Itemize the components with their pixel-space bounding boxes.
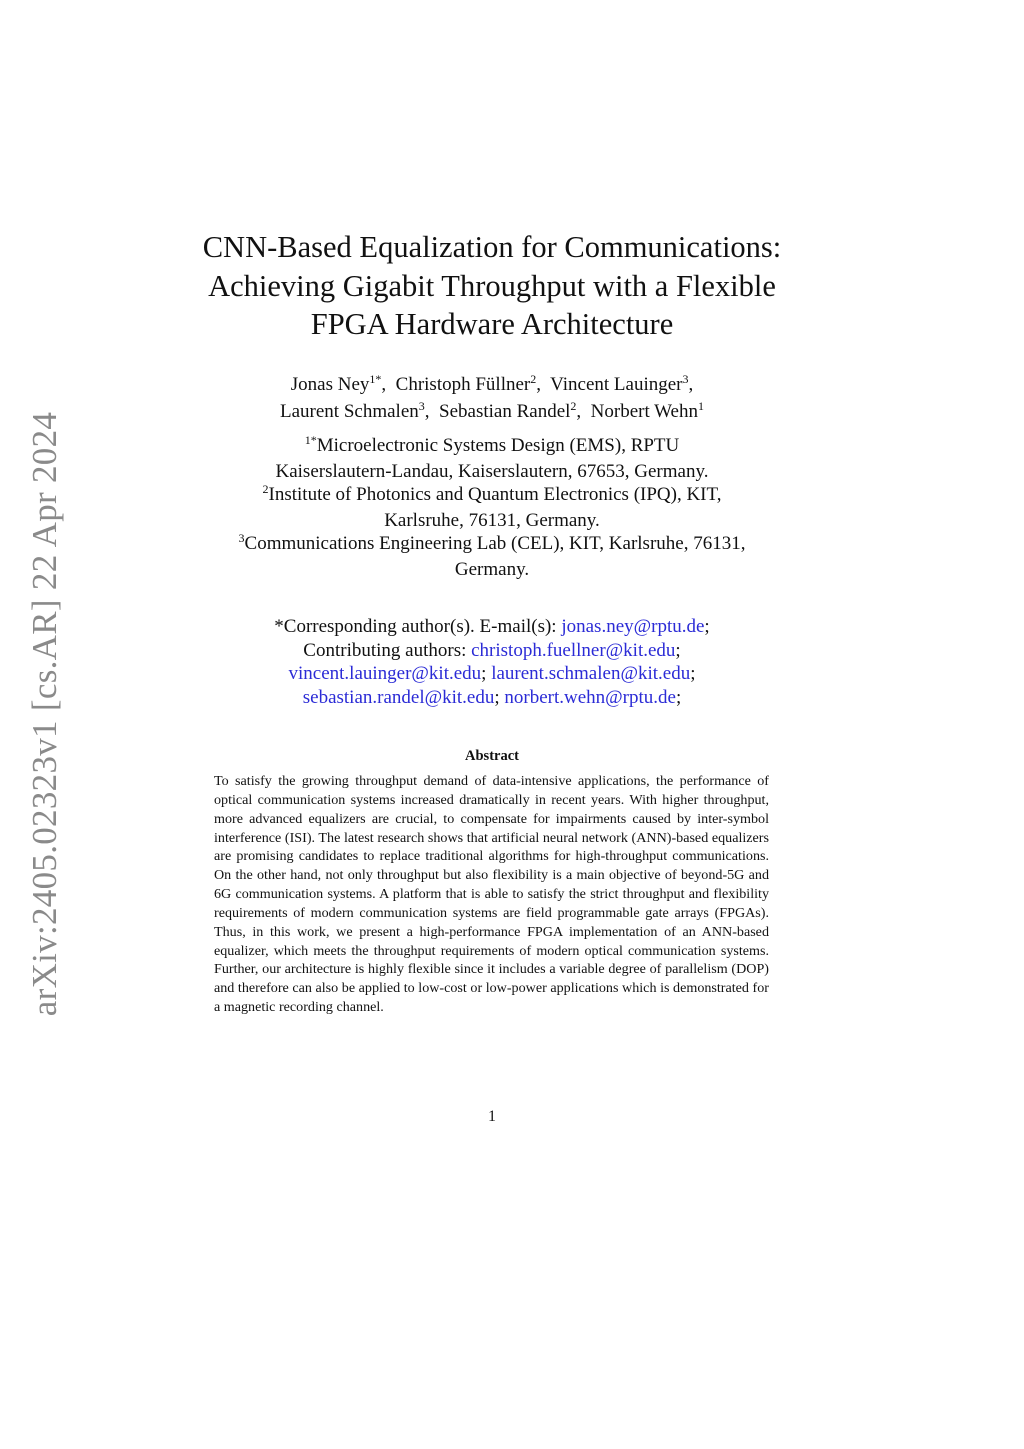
abstract-heading: Abstract (465, 748, 519, 764)
paper-title (180, 228, 804, 344)
author-affil-mark: 2 (530, 372, 537, 386)
affil-text: Institute of Photonics and Quantum Electronics (IPQ), KIT, (268, 484, 722, 505)
email-link[interactable]: laurent.schmalen@kit.edu (491, 663, 691, 684)
affil-text: Communications Engineering Lab (CEL), KIT, Karlsruhe, 76131, (244, 533, 746, 554)
email-link[interactable]: vincent.lauinger@kit.edu (288, 663, 482, 684)
page-number: 1 (488, 1108, 496, 1125)
author-name: Norbert Wehn (590, 401, 698, 422)
author-name: Laurent Schmalen (280, 401, 419, 422)
affiliation-list (160, 434, 824, 581)
affil-mark: 1* (304, 433, 317, 447)
affil-mark: 3 (238, 531, 245, 545)
email-link[interactable]: christoph.fuellner@kit.edu (471, 639, 676, 661)
affiliation-2 (160, 483, 824, 509)
affil-text: Microelectronic Systems Design (EMS), RPTU (316, 435, 680, 456)
affiliation-3-cont: Germany. (454, 558, 530, 580)
affiliation-1 (160, 434, 824, 460)
title-line-2: Achieving Gigabit Throughput with a Flexible (208, 268, 776, 303)
author-affil-mark: 3 (418, 399, 425, 413)
title-line-1: CNN-Based Equalization for Communications: (202, 230, 782, 264)
email-link[interactable]: norbert.wehn@rptu.de (504, 686, 676, 708)
author-affil-mark: 1 (698, 399, 704, 413)
affil-mark: 2 (262, 482, 269, 496)
author-affil-mark: 2 (570, 399, 577, 413)
affiliation-1-cont: Kaiserslautern-Landau, Kaiserslautern, 67653, Germany. (275, 460, 709, 482)
author-affil-mark: 3 (682, 372, 689, 386)
author-name: Christoph Füllner (395, 374, 531, 395)
email-line: sebastian.randel@kit.edu; norbert.wehn@rptu.de; (302, 686, 682, 708)
author-name: Vincent Lauinger (550, 374, 683, 395)
affiliation-3 (160, 532, 824, 558)
abstract-text: To satisfy the growing throughput demand of data-intensive applications, the performance of optical communication systems increased dramatically in recent years. With higher throughput, more advanced equalizers are crucial, to compensate for impairments caused by inter-symbol interference (ISI). The latest research shows that artificial neural network (ANN)-based equalizers are promising candidates to replace traditional algorithms for high-throughput communications. On the other hand, not only throughput but also flexibility is a main objective of beyond-5G and 6G communication systems. A platform that is able to satisfy the strict throughput and flexibility requirements of modern communication systems are field programmable gate arrays (FPGAs). Thus, in this work, we present a high-performance FPGA implementation of an ANN-based equalizer, which meets the throughput requirements of modern optical communication systems. Further, our architecture is highly flexible since it includes a variable degree of parallelism (DOP) and therefore can also be applied to low-cost or low-power applications which is demonstrated for a magnetic recording channel. (214, 773, 769, 1016)
author-name: Jonas Ney (290, 374, 370, 395)
author-line-2: Laurent Schmalen$^3$, Sebastian Randel$^2$, Norbert Wehn$^1$ (280, 399, 704, 422)
corresponding-label: *Corresponding author(s). E-mail(s): (274, 616, 557, 637)
email-link[interactable]: jonas.ney@rptu.de (561, 616, 705, 637)
author-list (160, 372, 824, 426)
contact-block (160, 615, 824, 709)
arxiv-sidebar (22, 412, 68, 1017)
email-link[interactable]: sebastian.randel@kit.edu (302, 686, 495, 708)
email-line: vincent.lauinger@kit.edu; laurent.schmalen@kit.edu; (288, 663, 696, 684)
author-name: Sebastian Randel (439, 401, 571, 422)
corresponding-line: *Corresponding author(s). E-mail(s): jonas.ney@rptu.de; (274, 616, 710, 637)
affiliation-2-cont: Karlsruhe, 76131, Germany. (384, 509, 600, 531)
arxiv-identifier: arXiv:2405.02323v1 [cs.AR] 22 Apr 2024 (25, 411, 64, 1017)
author-affil-mark: 1* (369, 372, 382, 386)
contributing-line: Contributing authors: christoph.fuellner@kit.edu; (303, 639, 681, 661)
contributing-label: Contributing authors: (303, 639, 467, 661)
title-line-3: FPGA Hardware Architecture (310, 307, 674, 341)
author-line-1: Jonas Ney$^{1*}$, Christoph Füllner$^2$, Vincent Lauinger$^3$, (290, 372, 694, 395)
